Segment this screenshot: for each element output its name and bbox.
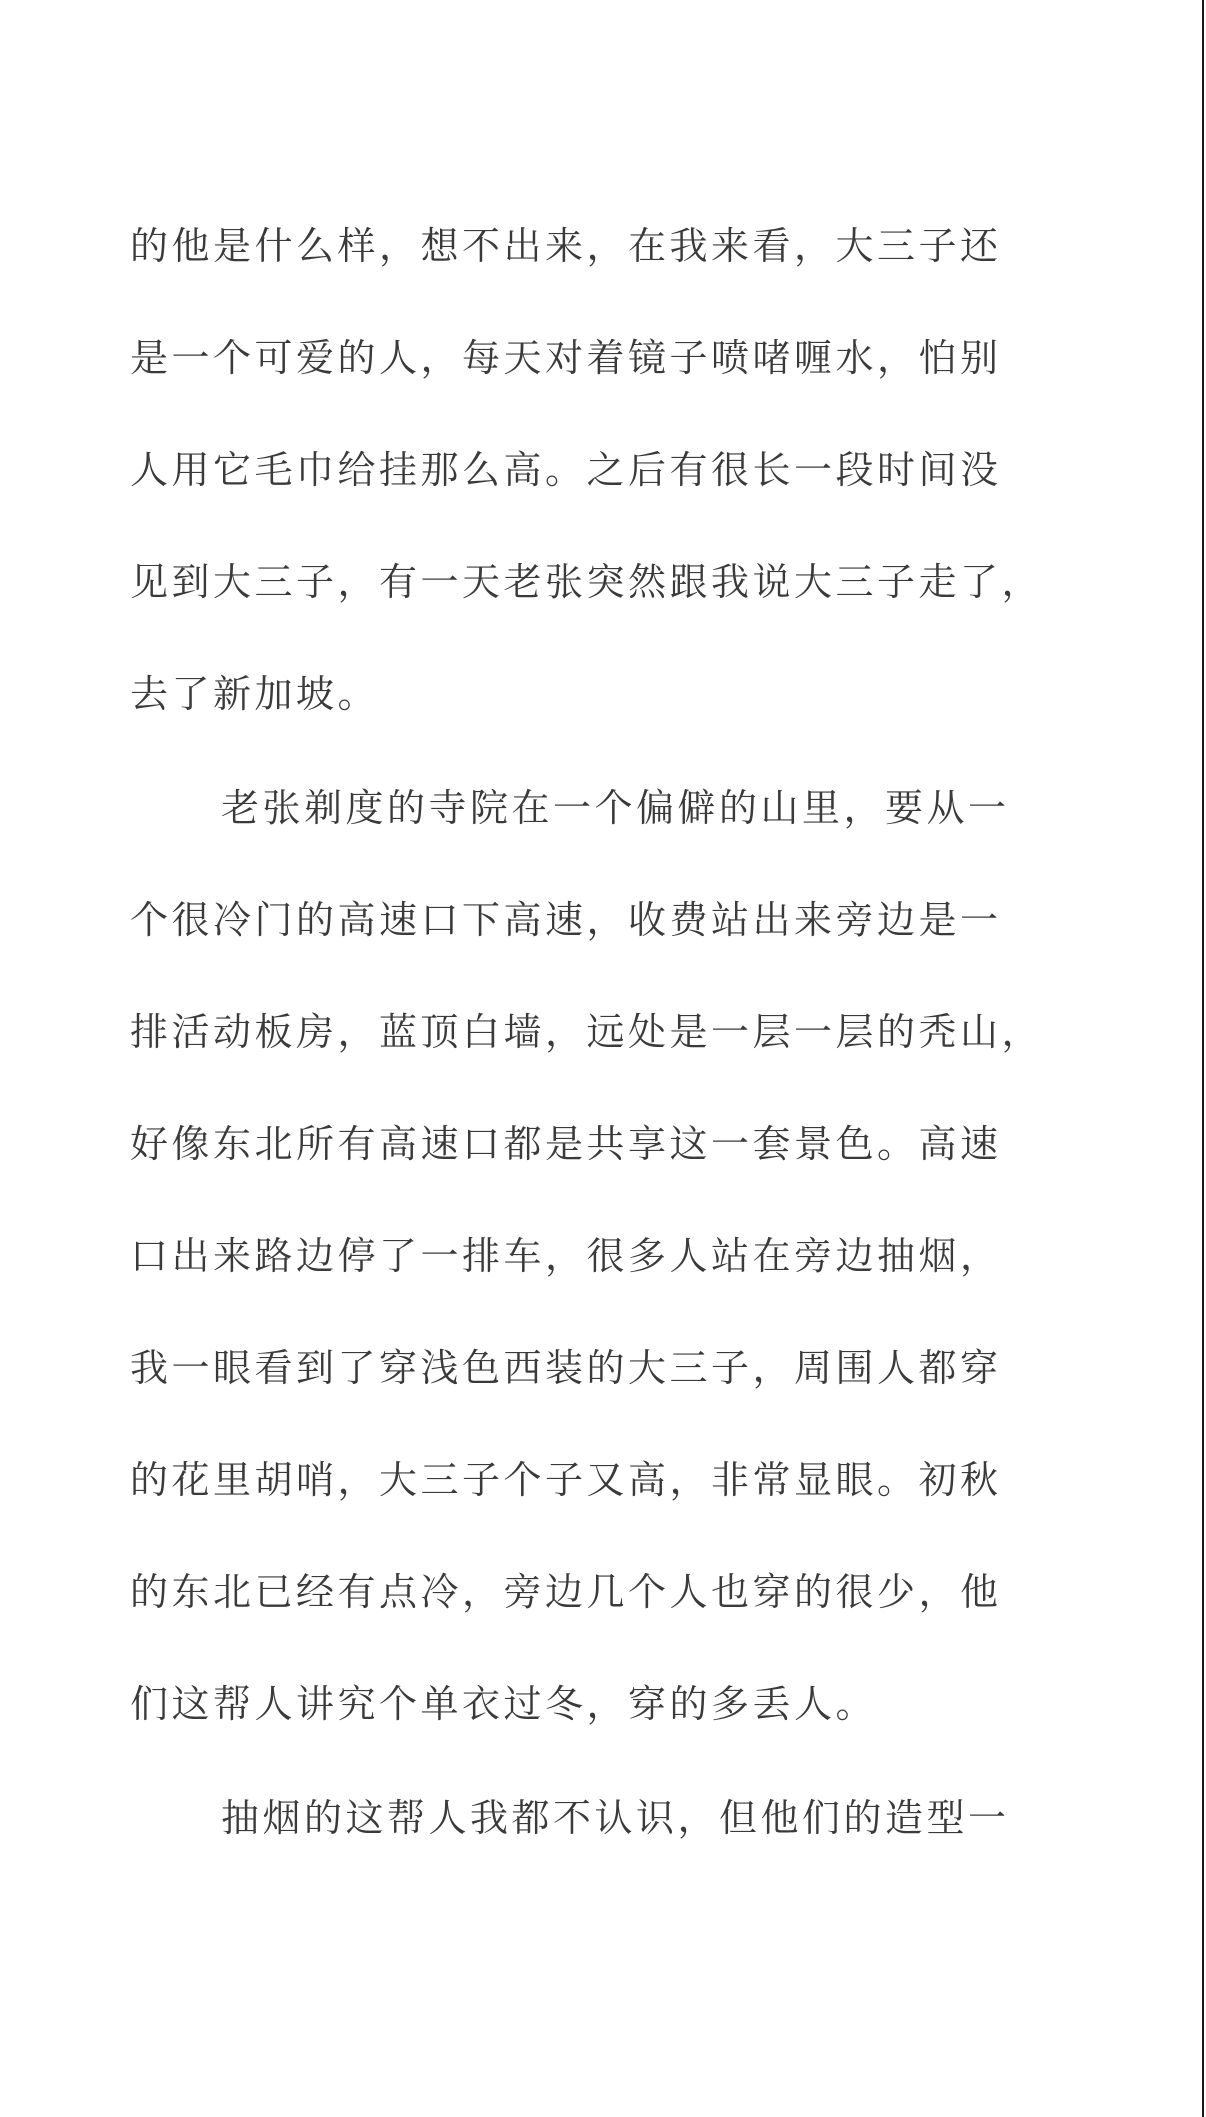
- page-edge-divider: [1202, 0, 1204, 2117]
- text-line: 的花里胡哨，大三子个子又高，非常显眼。初秋: [130, 1458, 1002, 1502]
- text-line: 的他是什么样，想不出来，在我来看，大三子还: [130, 224, 1002, 268]
- text-line: 我一眼看到了穿浅色西装的大三子，周围人都穿: [130, 1346, 1002, 1390]
- text-line: 去了新加坡。: [130, 672, 380, 716]
- text-line: 人用它毛巾给挂那么高。之后有很长一段时间没: [130, 448, 1002, 492]
- text-line: 见到大三子，有一天老张突然跟我说大三子走了，: [130, 560, 1044, 604]
- text-line: 个很冷门的高速口下高速，收费站出来旁边是一: [130, 898, 1002, 942]
- paragraph-first-line: 老张剃度的寺院在一个偏僻的山里，要从一: [221, 786, 1010, 830]
- text-line: 好像东北所有高速口都是共享这一套景色。高速: [130, 1122, 1002, 1166]
- text-line: 口出来路边停了一排车，很多人站在旁边抽烟，: [130, 1234, 1002, 1278]
- paragraph-first-line: 抽烟的这帮人我都不认识，但他们的造型一: [221, 1796, 1010, 1840]
- text-line: 的东北已经有点冷，旁边几个人也穿的很少，他: [130, 1570, 1002, 1614]
- text-line: 们这帮人讲究个单衣过冬，穿的多丢人。: [130, 1682, 878, 1726]
- text-line: 排活动板房，蓝顶白墙，远处是一层一层的秃山，: [130, 1010, 1044, 1054]
- text-line: 是一个可爱的人，每天对着镜子喷啫喱水，怕别: [130, 336, 1002, 380]
